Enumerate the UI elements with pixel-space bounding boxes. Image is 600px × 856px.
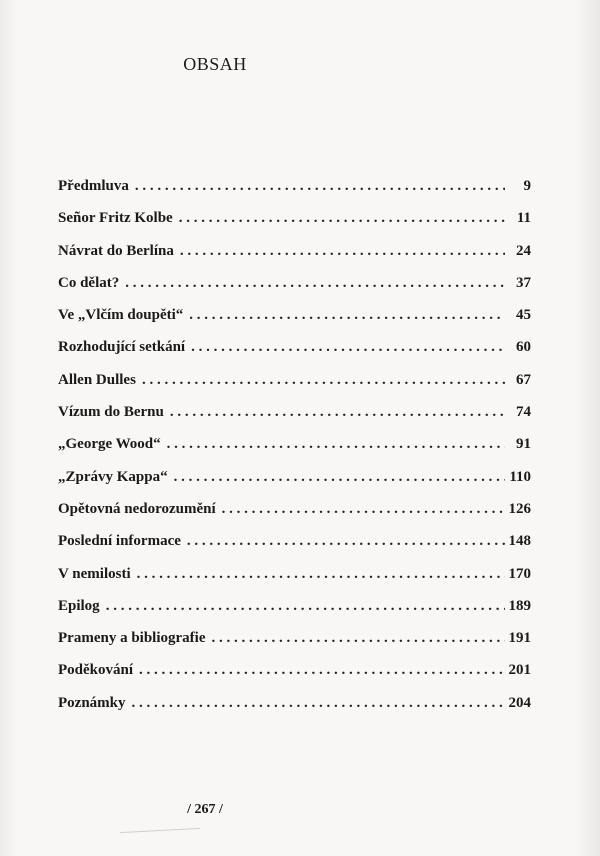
toc-entry-page: 67	[516, 371, 531, 388]
toc-entry-page: 9	[523, 178, 531, 194]
toc-entry-title: Señor Fritz Kolbe	[58, 210, 173, 227]
toc-entry	[58, 469, 531, 501]
toc-entry	[58, 275, 531, 307]
toc-entry-title: Rozhodující setkání	[58, 339, 186, 356]
toc-entry-page: 74	[516, 404, 531, 421]
toc-entry	[58, 598, 531, 630]
toc-entry	[58, 339, 531, 371]
toc-entry-title: Prameny a bibliografie	[58, 630, 206, 647]
toc-entry	[58, 372, 531, 404]
toc-entry	[58, 566, 531, 598]
toc-entry	[58, 178, 531, 210]
toc-entry-title: Návrat do Berlína	[58, 242, 174, 259]
toc-entry-title: Opětovná nedorozumění	[58, 500, 216, 517]
toc-entry-page: 148	[508, 533, 531, 550]
toc-entry-page: 126	[508, 500, 531, 517]
toc-dot-leader	[174, 469, 505, 486]
toc-dot-leader	[170, 404, 505, 421]
toc-dot-leader	[187, 533, 505, 550]
toc-entry	[58, 501, 531, 533]
toc-dot-leader	[211, 630, 504, 647]
toc-entry-title: Vízum do Bernu	[58, 404, 164, 421]
toc-entry-page: 11	[516, 210, 531, 227]
contents-heading: OBSAH	[183, 54, 247, 74]
toc-entry	[58, 533, 531, 565]
toc-entry-title: Poděkování	[58, 662, 134, 679]
toc-dot-leader	[191, 339, 505, 356]
toc-entry	[58, 662, 531, 694]
toc-dot-leader	[106, 598, 505, 615]
toc-entry-page: 201	[508, 662, 531, 679]
toc-dot-leader	[180, 243, 505, 260]
toc-entry-page: 45	[516, 307, 531, 324]
toc-entry	[58, 630, 531, 662]
toc-entry-page: 170	[508, 565, 531, 582]
toc-entry	[58, 307, 531, 339]
toc-entry-title: „George Wood“	[58, 436, 161, 453]
toc-entry-title: V nemilosti	[58, 565, 131, 582]
toc-dot-leader	[222, 501, 505, 518]
toc-dot-leader	[132, 695, 505, 712]
toc-entry-page: 204	[508, 694, 531, 711]
toc-entry	[58, 404, 531, 436]
toc-entry	[58, 695, 531, 727]
toc-entry-page: 60	[516, 339, 531, 356]
toc-dot-leader	[179, 210, 505, 227]
toc-dot-leader	[167, 436, 505, 453]
toc-entry	[58, 436, 531, 468]
toc-dot-leader	[189, 307, 505, 324]
toc-entry-page: 37	[516, 274, 531, 291]
toc-entry-page: 91	[516, 436, 531, 453]
page-number: / 267 /	[187, 802, 223, 817]
toc-dot-leader	[125, 275, 505, 292]
toc-entry-page: 191	[508, 630, 531, 647]
toc-entry-page: 189	[508, 597, 531, 614]
toc-entry-page: 24	[516, 242, 531, 259]
toc-dot-leader	[137, 566, 505, 583]
toc-entry-title: „Zprávy Kappa“	[58, 468, 168, 485]
toc-entry	[58, 243, 531, 275]
toc-entry-title: Ve „Vlčím doupěti“	[58, 307, 184, 324]
toc-dot-leader	[135, 178, 505, 195]
toc-entry-title: Poslední informace	[58, 533, 181, 550]
toc-entry-title: Poznámky	[58, 694, 126, 711]
table-of-contents	[58, 178, 531, 727]
toc-entry	[58, 210, 531, 242]
toc-entry-title: Co dělat?	[58, 274, 120, 291]
toc-entry-title: Allen Dulles	[58, 371, 136, 388]
toc-entry-title: Epilog	[58, 597, 100, 614]
toc-entry-title: Předmluva	[58, 178, 129, 194]
scan-artifact-line	[120, 828, 200, 833]
toc-dot-leader	[142, 372, 505, 389]
toc-dot-leader	[139, 662, 504, 679]
toc-entry-page: 110	[509, 468, 531, 485]
